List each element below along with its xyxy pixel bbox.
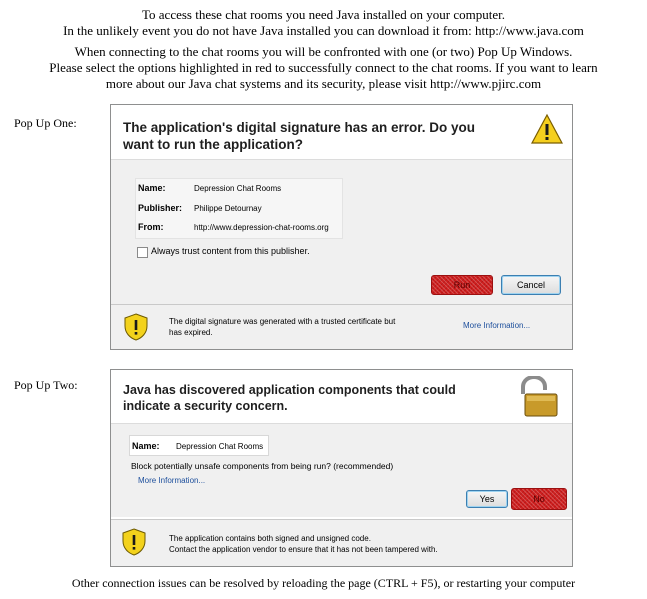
field-value-name: Depression Chat Rooms xyxy=(176,442,264,451)
intro-line-select: Please select the options highlighted in red to successfully connect to the chat rooms. If you want to learn xyxy=(49,60,598,75)
popup-one-footer xyxy=(111,304,572,349)
popup-two-title-line1: Java has discovered application components that could xyxy=(123,383,456,397)
shield-warning-icon xyxy=(121,528,147,556)
popup-two-header xyxy=(111,370,572,424)
intro-line-download: In the unlikely event you do not have Java installed you can download it from: http://www.java.com xyxy=(63,23,584,38)
popup-one-body xyxy=(111,160,572,304)
popup-one-info-box xyxy=(135,178,343,239)
cancel-button[interactable]: Cancel xyxy=(501,275,561,295)
intro-line-java-required: To access these chat rooms you need Java installed on your computer. xyxy=(142,7,505,22)
popup-two-title xyxy=(123,382,456,414)
warning-triangle-icon xyxy=(531,113,563,145)
popup-two-more-info-link[interactable]: More Information... xyxy=(138,476,206,485)
popup-two-dialog xyxy=(110,369,573,567)
field-value-publisher: Philippe Detournay xyxy=(194,204,262,213)
always-trust-checkbox[interactable] xyxy=(137,247,148,258)
popup-two-info-box xyxy=(129,435,269,456)
popup-one-title-line1: The application's digital signature has an error. Do you xyxy=(123,120,476,135)
popup-two-title-line2: indicate a security concern. xyxy=(123,399,288,413)
popup-one-footer-line1: The digital signature was generated with a trusted certificate but xyxy=(169,317,396,326)
popup-one-more-info-link[interactable]: More Information... xyxy=(463,321,531,330)
popup-two-body xyxy=(111,424,572,517)
shield-warning-icon xyxy=(123,313,149,341)
popup-two-footer-line2: Contact the application vendor to ensure that it has not been tampered with. xyxy=(169,545,438,554)
popup-one-label: Pop Up One: xyxy=(14,116,77,130)
intro-line-popups: When connecting to the chat rooms you will be confronted with one (or two) Pop Up Windows. xyxy=(74,44,573,59)
popup-two-footer-text xyxy=(169,533,438,555)
field-label-from: From: xyxy=(138,222,164,232)
popup-one-title-line2: want to run the application? xyxy=(123,137,303,152)
intro-text-block xyxy=(0,7,647,92)
field-label-name: Name: xyxy=(132,441,160,451)
popup-two-footer xyxy=(111,519,572,566)
popup-one-dialog xyxy=(110,104,573,350)
field-value-name: Depression Chat Rooms xyxy=(194,184,282,193)
popup-two-footer-line1: The application contains both signed and unsigned code. xyxy=(169,534,371,543)
run-button[interactable]: Run xyxy=(431,275,493,295)
yes-button[interactable]: Yes xyxy=(466,490,508,508)
popup-one-title xyxy=(123,119,475,153)
popup-two-label: Pop Up Two: xyxy=(14,378,78,392)
outro-text: Other connection issues can be resolved by reloading the page (CTRL + F5), or restarting your computer xyxy=(71,576,576,590)
popup-one-footer-line2: has expired. xyxy=(169,328,213,337)
always-trust-label[interactable]: Always trust content from this publisher. xyxy=(151,246,310,256)
field-label-name: Name: xyxy=(138,183,166,193)
intro-line-learn-more: more about our Java chat systems and its security, please visit http://www.pjirc.com xyxy=(105,76,542,91)
popup-one-footer-text xyxy=(169,316,395,338)
no-button[interactable]: No xyxy=(511,488,567,510)
block-question-text: Block potentially unsafe components from being run? (recommended) xyxy=(131,461,394,471)
open-padlock-icon xyxy=(515,376,559,418)
field-label-publisher: Publisher: xyxy=(138,203,183,213)
popup-one-header xyxy=(111,105,572,160)
field-value-from: http://www.depression-chat-rooms.org xyxy=(194,223,329,232)
